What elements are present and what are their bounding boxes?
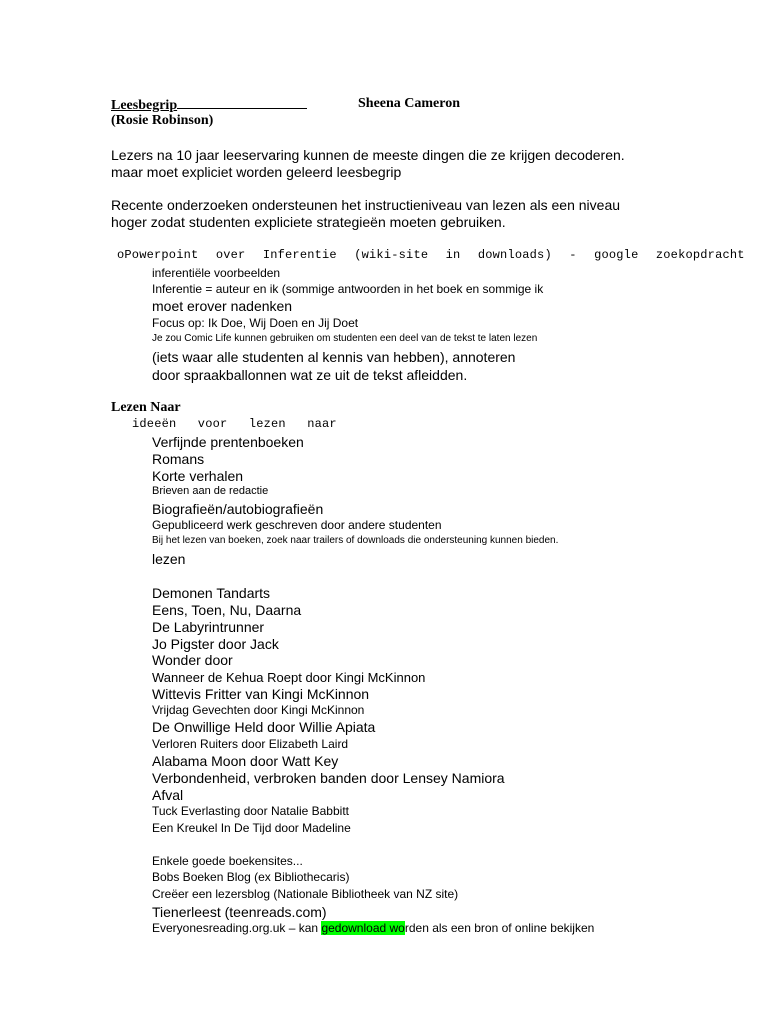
book-7: Wittevis Fritter van Kingi McKinnon	[152, 686, 370, 702]
title-text: Leesbegrip	[111, 98, 178, 113]
lezen-naar-heading: Lezen Naar	[111, 400, 181, 415]
book-6: Wanneer de Kehua Roept door Kingi McKinnon	[152, 670, 426, 685]
inference-line-6: (iets waar alle studenten al kennis van hebben), annoteren	[152, 349, 516, 365]
lezen-item-4: Brieven aan de redactie	[152, 485, 269, 497]
intro-line-4: hoger zodat studenten expliciete strategieën moeten gebruiken.	[111, 214, 506, 230]
book-9: De Onwillige Held door Willie Apiata	[152, 719, 376, 735]
inference-line-1: inferentiële voorbeelden	[152, 266, 281, 280]
book-1: Demonen Tandarts	[152, 585, 271, 601]
lezen-naar-mono-line: ideeën voor lezen naar	[132, 417, 337, 431]
highlighted-text: gedownload wo	[321, 921, 405, 935]
inference-line-7: door spraakballonnen wat ze uit de tekst afleidden.	[152, 367, 468, 383]
sites-line-1: Enkele goede boekensites...	[152, 854, 303, 868]
book-3: De Labyrintrunner	[152, 619, 265, 635]
book-11: Alabama Moon door Watt Key	[152, 753, 339, 769]
lezen-item-2: Romans	[152, 451, 205, 467]
lezen-item-6: Gepubliceerd werk geschreven door andere studenten	[152, 518, 442, 532]
intro-line-1: Lezers na 10 jaar leeservaring kunnen de meeste dingen die ze krijgen decoderen.	[111, 147, 625, 163]
sites-line-3: Creëer een lezersblog (Nationale Bibliotheek van NZ site)	[152, 887, 459, 901]
sites-line-4: Tienerleest (teenreads.com)	[152, 904, 327, 920]
book-12: Verbondenheid, verbroken banden door Lensey Namiora	[152, 770, 505, 786]
inference-line-3: moet erover nadenken	[152, 298, 293, 314]
book-5: Wonder door	[152, 652, 233, 668]
lezen-item-8: lezen	[152, 551, 186, 567]
lezen-item-3: Korte verhalen	[152, 468, 244, 484]
book-10: Verloren Ruiters door Elizabeth Laird	[152, 737, 349, 751]
lezen-item-5: Biografieën/autobiografieën	[152, 501, 324, 517]
title-underline-rule	[177, 96, 307, 109]
document-subtitle: (Rosie Robinson)	[111, 113, 214, 128]
inference-line-4: Focus op: Ik Doe, Wij Doen en Jij Doet	[152, 316, 359, 330]
lezen-item-1: Verfijnde prentenboeken	[152, 434, 304, 450]
book-8: Vrijdag Gevechten door Kingi McKinnon	[152, 703, 365, 717]
book-2: Eens, Toen, Nu, Daarna	[152, 602, 302, 618]
book-15: Een Kreukel In De Tijd door Madeline	[152, 821, 351, 835]
book-4: Jo Pigster door Jack	[152, 636, 279, 652]
intro-line-2: maar moet expliciet worden geleerd leesbegrip	[111, 164, 402, 180]
document-title	[111, 96, 307, 114]
sites-line-5-after: rden als een bron of online bekijken	[404, 921, 595, 935]
intro-line-3: Recente onderzoeken ondersteunen het instructieniveau van lezen als een niveau	[111, 197, 621, 213]
book-13: Afval	[152, 787, 184, 803]
sites-line-5	[152, 921, 594, 935]
inference-line-5: Je zou Comic Life kunnen gebruiken om studenten een deel van de tekst te laten lezen	[152, 333, 538, 344]
inference-line-2: Inferentie = auteur en ik (sommige antwoorden in het boek en sommige ik	[152, 282, 544, 296]
document-author: Sheena Cameron	[358, 96, 461, 111]
book-14: Tuck Everlasting door Natalie Babbitt	[152, 804, 349, 818]
sites-line-2: Bobs Boeken Blog (ex Bibliothecaris)	[152, 870, 350, 884]
inference-bullet: oPowerpoint over Inferentie (wiki-site in downloads) - google zoekopdracht	[117, 248, 745, 262]
lezen-item-7: Bij het lezen van boeken, zoek naar trailers of downloads die ondersteuning kunnen bieden.	[152, 535, 559, 546]
sites-line-5-before: Everyonesreading.org.uk – kan	[152, 921, 322, 935]
